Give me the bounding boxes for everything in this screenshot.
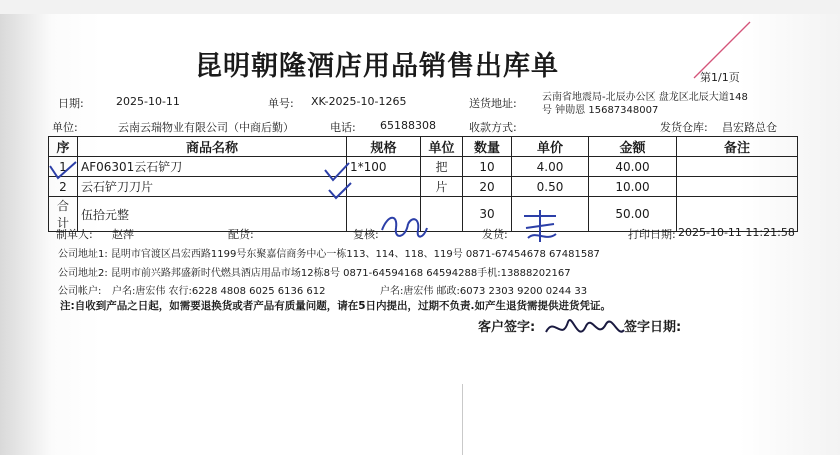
row-amount: 40.00 (589, 157, 677, 177)
company-account-2: 户名:唐宏伟 邮政:6073 2303 9200 0244 33 (380, 286, 588, 297)
shipping-label: 发货: (482, 228, 508, 241)
company-address-1: 公司地址1: 昆明市官渡区昌宏西路1199号东聚嘉信商务中心一栋113、114、118、119号 0871-67454678 67481587 (58, 249, 600, 260)
header-unit: 单位 (421, 137, 463, 157)
table-header-row (49, 137, 798, 157)
total-amount: 50.00 (589, 197, 677, 232)
order-no-label: 单号: (268, 97, 294, 110)
customer-unit-label: 单位: (52, 121, 78, 134)
row-name: 云石铲刀刀片 (78, 177, 347, 197)
row-amount: 10.00 (589, 177, 677, 197)
total-in-words: 伍拾元整 (78, 197, 347, 232)
print-date-value: 2025-10-11 11:21:58 (678, 226, 795, 239)
header-note: 备注 (677, 137, 798, 157)
total-unit-empty (421, 197, 463, 232)
return-notice: 注:自收到产品之日起，如需要退换货或者产品有质量问题，请在5日内提出，过期不负责.如产生退货需提供进货凭证。 (60, 300, 611, 312)
review-label: 复核: (353, 228, 379, 241)
row-note (677, 177, 798, 197)
delivery-address-line1: 云南省地震局-北辰办公区 盘龙区北辰大道148 (542, 92, 748, 103)
total-label: 合计 (49, 197, 78, 232)
header-name: 商品名称 (78, 137, 347, 157)
table-row (49, 157, 798, 177)
company-account-1: 户名:唐宏伟 农行:6228 4808 6025 6136 612 (112, 286, 326, 297)
total-qty: 30 (463, 197, 512, 232)
row-seq: 1 (49, 157, 78, 177)
table-row (49, 177, 798, 197)
row-name: AF06301云石铲刀 (78, 157, 347, 177)
print-date-label: 打印日期: (628, 228, 676, 241)
header-amount: 金额 (589, 137, 677, 157)
header-spec: 规格 (347, 137, 421, 157)
items-table (48, 136, 798, 232)
company-account-label: 公司帐户: (58, 286, 102, 297)
warehouse-value: 昌宏路总仓 (722, 121, 777, 134)
header-seq: 序 (49, 137, 78, 157)
background-strip (0, 0, 840, 14)
date-label: 日期: (58, 97, 84, 110)
customer-unit-value: 云南云瑞物业有限公司（中商后勤） (118, 121, 294, 134)
date-value: 2025-10-11 (116, 95, 180, 108)
page-number: 第1/1页 (700, 71, 740, 84)
distribution-label: 配货: (228, 228, 254, 241)
row-price: 0.50 (512, 177, 589, 197)
row-unit: 片 (421, 177, 463, 197)
document-title: 昆明朝隆酒店用品销售出库单 (195, 51, 559, 82)
row-unit: 把 (421, 157, 463, 177)
row-spec: 1*100 (347, 157, 421, 177)
row-seq: 2 (49, 177, 78, 197)
customer-signature-label: 客户签字: (478, 320, 536, 335)
row-note (677, 157, 798, 177)
warehouse-label: 发货仓库: (660, 121, 708, 134)
delivery-address-label: 送货地址: (469, 97, 517, 110)
payment-method-label: 收款方式: (469, 121, 517, 134)
row-price: 4.00 (512, 157, 589, 177)
header-qty: 数量 (463, 137, 512, 157)
maker-value: 赵萍 (112, 228, 134, 241)
total-price-empty (512, 197, 589, 232)
order-no-value: XK-2025-10-1265 (311, 95, 407, 108)
phone-label: 电话: (330, 121, 356, 134)
header-price: 单价 (512, 137, 589, 157)
phone-value: 65188308 (380, 119, 436, 132)
maker-label: 制单人: (56, 228, 93, 241)
signature-date-label: 签字日期: (624, 320, 682, 335)
delivery-address-line2: 号 钟勋恩 15687348007 (542, 105, 659, 116)
row-qty: 10 (463, 157, 512, 177)
company-address-2: 公司地址2: 昆明市前兴路邦盛新时代燃具酒店用品市场12栋8号 0871-64594168 64594288手机:13888202167 (58, 268, 571, 279)
row-spec (347, 177, 421, 197)
row-qty: 20 (463, 177, 512, 197)
paper-fold-line (462, 384, 463, 455)
